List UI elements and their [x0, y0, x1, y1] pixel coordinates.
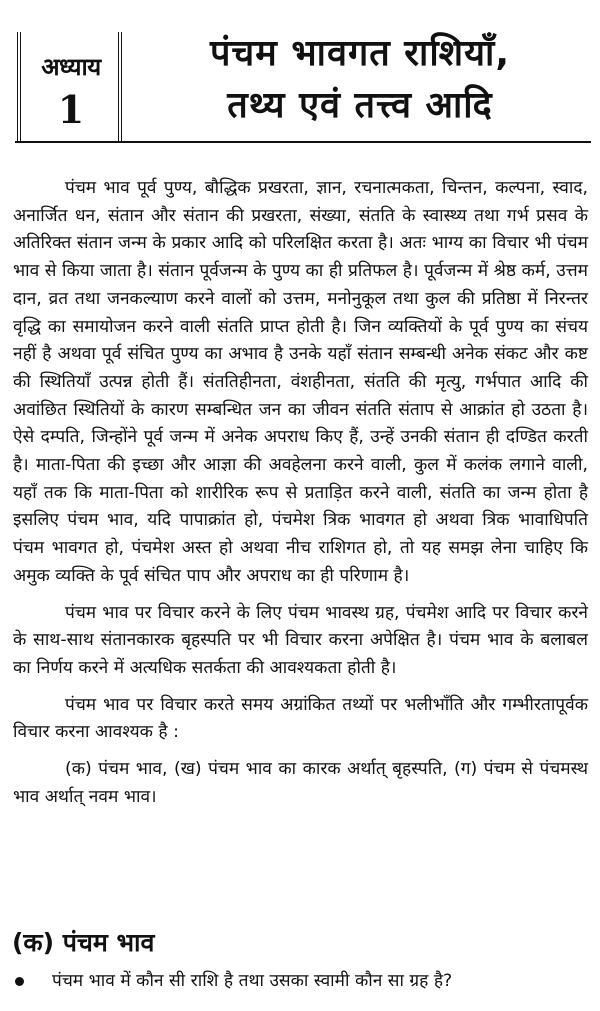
list-item-text: पंचम भाव में कौन सी राशि है तथा उसका स्वामी कौन सा ग्रह है?: [52, 971, 453, 991]
paragraph: पंचम भाव पर विचार करते समय अग्रांकित तथ्यों पर भलीभाँति और गम्भीरतापूर्वक विचार करना आवश्यक है :: [13, 694, 588, 743]
list-item: [12, 968, 587, 994]
chapter-title: [130, 28, 590, 132]
box-border-line: [121, 32, 122, 143]
paragraph: पंचम भाव पर विचार करने के लिए पंचम भावस्थ ग्रह, पंचमेश आदि पर विचार करने के साथ-साथ संतानकारक बृहस्पति पर भी विचार करना अपेक्षित है। पंचम भाव के बलाबल का निर्णय करने में अत्यधिक सतर्कता की आवश्यकता होती है।: [13, 602, 588, 678]
chapter-box: [15, 32, 120, 143]
title-line-2: तथ्य एवं तत्त्व आदि: [227, 85, 493, 126]
box-border-line: [20, 32, 21, 143]
section-heading: (क) पंचम भाव: [12, 928, 155, 957]
chapter-number: 1: [57, 87, 85, 132]
body-text: [13, 175, 588, 811]
header-rule: [15, 141, 591, 143]
bullet-icon: [15, 977, 24, 986]
title-line-1: पंचम भावगत राशियाँ,: [209, 33, 511, 74]
chapter-label: अध्याय: [41, 53, 101, 81]
box-border-line: [17, 32, 18, 143]
paragraph: पंचम भाव पूर्व पुण्य, बौद्धिक प्रखरता, ज्ञान, रचनात्मकता, चिन्तन, कल्पना, स्वाद, अनार्जित धन, संतान और संतान की प्रखरता, संख्या, संतति के स्वास्थ्य तथा गर्भ प्रसव के अतिरिक्त संतान जन्म के प्रकार आदि को परिलक्षित करता है। अतः भाग्य का विचार भी पंचम भाव से किया जाता है। संतान पूर्वजन्म के पुण्य का ही प्रतिफल है। पूर्वजन्म में श्रेष्ठ कर्म, उत्तम दान, व्रत तथा जनकल्याण करने वालों को उत्तम, मनोनुकूल तथा कुल की प्रतिष्ठा में निरन्तर वृद्धि का समायोजन करने वाली संतति प्राप्त होती है। जिन व्यक्तियों के पूर्व पुण्य का संचय नहीं है अथवा पूर्व संचित पुण्य का अभाव है उनके यहाँ संतान सम्बन्धी अनेक संकट और कष्ट की स्थितियाँ उत्पन्न होती हैं। संततिहीनता, वंशहीनता, संतति की मृत्यु, गर्भपात आदि की अवांछित स्थितियों के कारण सम्बन्धित जन का जीवन संतति संताप से आक्रांत हो उठता है। ऐसे दम्पति, जिन्होंने पूर्व जन्म में अनेक अपराध किए हैं, उन्हें उनकी संतान ही दण्डित करती है। माता-पिता की इच्छा और आज्ञा की अवहेलना करने वाली, कुल में कलंक लगाने वाली, यहाँ तक कि माता-पिता को शारीरिक रूप से प्रताड़ित करने वाली, संतति का जन्म होता है इसलिए पंचम भाव, यदि पापाक्रांत हो, पंचमेश त्रिक भावगत हो अथवा त्रिक भावाधिपति पंचम भावगत हो, पंचमेश अस्त हो अथवा नीच राशिगत हो, तो यह समझ लेना चाहिए कि अमुक व्यक्ति के पूर्व संचित पाप और अपराध का ही परिणाम है।: [13, 178, 588, 586]
facts-list: (क) पंचम भाव, (ख) पंचम भाव का कारक अर्थात् बृहस्पति, (ग) पंचम से पंचमस्थ भाव अर्थात् नवम भाव।: [13, 759, 588, 807]
